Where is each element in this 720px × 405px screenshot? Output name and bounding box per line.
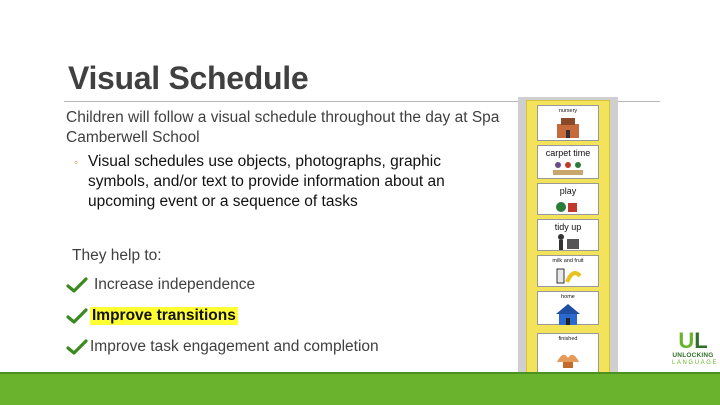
checkmark-icon xyxy=(66,338,88,356)
toys-icon xyxy=(553,197,583,215)
schedule-card-carpet-time xyxy=(537,145,599,179)
sub-bullet xyxy=(74,152,494,212)
schedule-card-label: finished xyxy=(558,336,578,342)
checklist-item xyxy=(66,276,255,294)
schedule-card-play xyxy=(537,183,599,215)
schedule-card-tidy-up xyxy=(537,219,599,251)
checklist-item-text-highlighted: Improve transitions xyxy=(92,307,236,324)
finished-hands-icon xyxy=(553,344,583,372)
checkmark-icon xyxy=(66,307,88,325)
logo-word-language: LANGUAGE xyxy=(672,360,719,366)
tidy-up-icon xyxy=(553,233,583,251)
help-heading: They help to: xyxy=(72,247,162,264)
intro-text: Children will follow a visual schedule throughout the day at Spa Camberwell School xyxy=(66,109,500,146)
checklist-item xyxy=(66,307,238,325)
milk-and-fruit-icon xyxy=(553,266,583,286)
schedule-card-home xyxy=(537,291,599,325)
logo-mark xyxy=(672,330,714,352)
circle-bullet-icon: ◦ xyxy=(74,155,79,169)
checkmark-icon xyxy=(66,276,88,294)
schedule-card-label: milk and fruit xyxy=(552,258,584,264)
logo-letter-u: U xyxy=(678,328,695,353)
school-building-icon xyxy=(553,116,583,140)
schedule-card-finished xyxy=(537,333,599,373)
unlocking-language-logo xyxy=(672,328,719,367)
logo-letter-l: L xyxy=(694,328,708,353)
schedule-card-nursery xyxy=(537,105,599,141)
checklist-item xyxy=(66,338,379,356)
visual-schedule-photo xyxy=(518,97,618,381)
house-icon xyxy=(553,302,583,326)
schedule-card-label: play xyxy=(559,186,577,196)
schedule-card-label: carpet time xyxy=(545,148,591,158)
checklist-item-text: Increase independence xyxy=(94,276,256,293)
schedule-card-label: tidy up xyxy=(554,222,582,232)
schedule-card-label: home xyxy=(561,294,575,300)
children-sitting-icon xyxy=(551,159,585,177)
schedule-card-label: nursery xyxy=(558,108,578,114)
schedule-strip xyxy=(526,100,610,378)
logo-word-unlocking: UNLOCKING xyxy=(672,352,714,359)
sub-bullet-text: Visual schedules use objects, photographs, graphic symbols, and/or text to provide information about an upcoming event or a sequence of tasks xyxy=(88,153,445,210)
schedule-card-milk-and-fruit xyxy=(537,255,599,287)
slide-title: Visual Schedule xyxy=(68,60,309,96)
checklist-item-text: Improve task engagement and completion xyxy=(90,338,379,355)
footer-band xyxy=(0,374,720,405)
